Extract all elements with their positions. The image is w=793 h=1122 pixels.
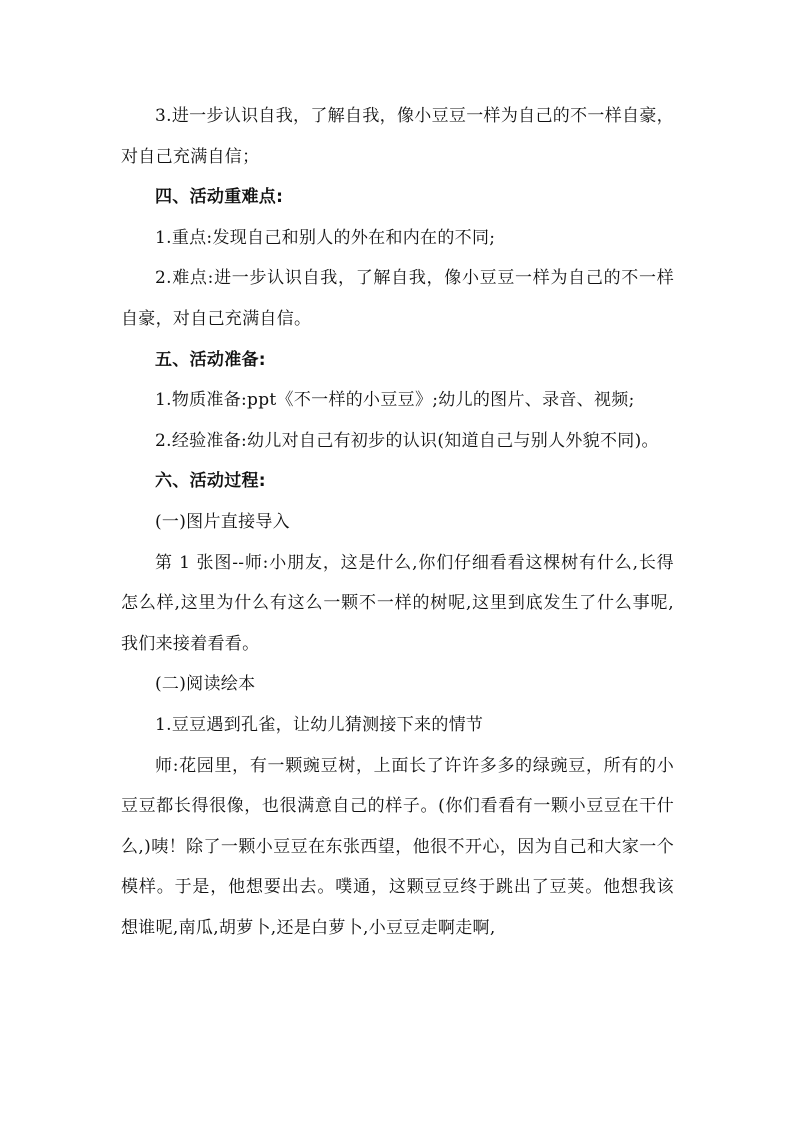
document-body (121, 96, 674, 948)
heading-preparation: 五、活动准备: (155, 349, 266, 370)
paragraph-goal-3: 3.进一步认识自我，了解自我，像小豆豆一样为自己的不一样自豪，对自己充满自信； (121, 106, 674, 167)
paragraph-difficult-point: 2.难点:进一步认识自我，了解自我，像小豆豆一样为自己的不一样自豪，对自己充满自信。 (121, 268, 674, 329)
heading-key-points: 四、活动重难点: (155, 187, 284, 208)
heading-process: 六、活动过程: (155, 471, 266, 492)
paragraph-step-1-title: (一)图片直接导入 (155, 511, 290, 532)
paragraph-key-point: 1.重点:发现自己和别人的外在和内在的不同; (155, 227, 496, 248)
paragraph-step-2-title: (二)阅读绘本 (155, 674, 256, 695)
paragraph-picture-1: 第 1 张图--师:小朋友，这是什么,你们仔细看看这棵树有什么,长得怎么样,这里为什么有这么一颗不一样的树呢,这里到底发生了什么事呢,我们来接着看看。 (121, 552, 674, 654)
paragraph-experience-prep: 2.经验准备:幼儿对自己有初步的认识(知道自己与别人外貌不同)。 (155, 430, 659, 451)
paragraph-peacock: 1.豆豆遇到孔雀，让幼儿猜测接下来的情节 (155, 714, 484, 735)
paragraph-material-prep: 1.物质准备:ppt《不一样的小豆豆》;幼儿的图片、录音、视频; (155, 390, 635, 411)
paragraph-story: 师:花园里，有一颗豌豆树，上面长了许许多多的绿豌豆，所有的小豆豆都长得很像，也很满意自己的样子。(你们看看有一颗小豆豆在干什么,)咦！除了一颗小豆豆在东张西望，他很不开心，因为自己和大家一个模样。于是，他想要出去。噗通，这颗豆豆终于跳出了豆荚。他想我该想谁呢,南瓜,胡萝卜,还是白萝卜,小豆豆走啊走啊, (121, 755, 674, 938)
